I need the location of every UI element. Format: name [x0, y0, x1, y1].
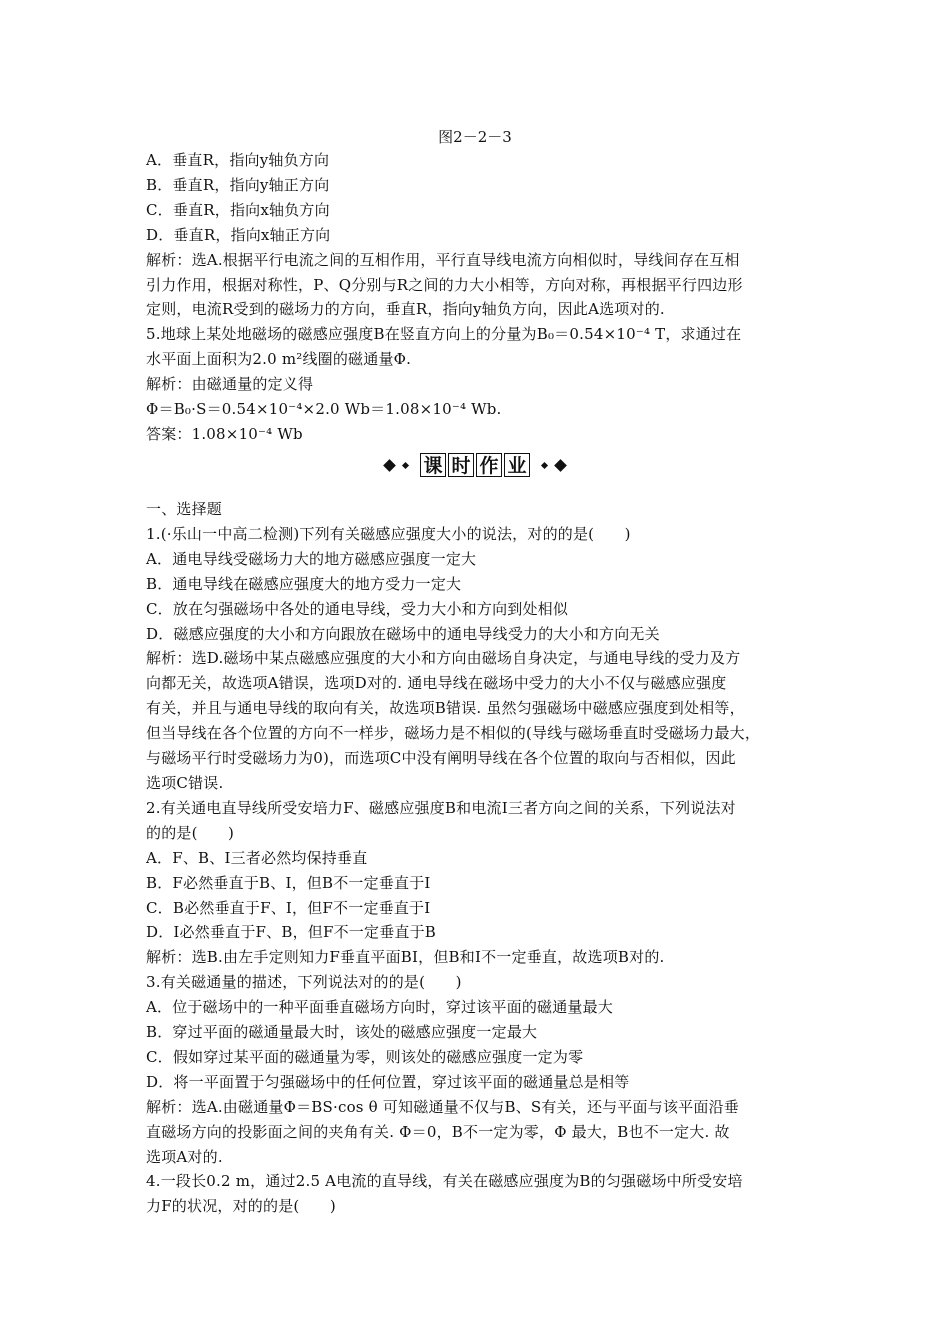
banner-char: 课	[420, 453, 446, 477]
figure-caption: 图2－2－3	[438, 128, 512, 146]
text-line: 答案：1.08×10⁻⁴ Wb	[146, 424, 303, 443]
text-line: 向都无关，故选项A错误，选项D对的. 通电导线在磁场中受力的大小不仅与磁感应强度	[146, 674, 727, 693]
banner-char: 作	[476, 453, 502, 477]
text-line: B．F必然垂直于B、I，但B不一定垂直于I	[146, 873, 431, 892]
text-line: 4.一段长0.2 m，通过2.5 A电流的直导线，有关在磁感应强度为B的匀强磁场中所受安培	[146, 1172, 743, 1191]
text-line: 解析：由磁通量的定义得	[146, 375, 314, 394]
diamond-icon	[383, 459, 396, 472]
text-line: 解析：选D.磁场中某点磁感应强度的大小和方向由磁场自身决定，与通电导线的受力及方	[146, 649, 741, 668]
text-line: D．I必然垂直于F、B，但F不一定垂直于B	[146, 923, 437, 942]
text-line: B．垂直R，指向y轴正方向	[146, 175, 330, 194]
diamond-icon	[402, 461, 409, 468]
text-line: 有关，并且与通电导线的取向有关，故选项B错误. 虽然匀强磁场中磁感应强度到处相等，	[146, 699, 745, 718]
text-line: 引力作用，根据对称性，P、Q分别与R之间的力大小相等，方向对称，再根据平行四边形	[146, 275, 743, 294]
text-line: C．假如穿过某平面的磁通量为零，则该处的磁感应强度一定为零	[146, 1047, 584, 1066]
text-line: A．F、B、I三者必然均保持垂直	[146, 848, 368, 867]
text-line: 直磁场方向的投影面之间的夹角有关. Φ＝0，B不一定为零，Φ 最大，B也不一定大. 故	[146, 1122, 730, 1141]
text-line: 的的是( )	[146, 823, 235, 842]
text-line: 定则，电流R受到的磁场力的方向，垂直R，指向y轴负方向，因此A选项对的.	[146, 300, 665, 319]
text-line: B．穿过平面的磁通量最大时，该处的磁感应强度一定最大	[146, 1023, 538, 1042]
text-line: D．磁感应强度的大小和方向跟放在磁场中的通电导线受力的大小和方向无关	[146, 624, 660, 643]
diamond-icon	[554, 459, 567, 472]
banner-title	[420, 453, 530, 477]
text-line: D．垂直R，指向x轴正方向	[146, 225, 331, 244]
text-line: C．B必然垂直于F、I，但F不一定垂直于I	[146, 898, 431, 917]
answer-section	[146, 148, 814, 447]
text-line: 解析：选A.根据平行电流之间的互相作用，平行直导线电流方向相似时，导线间存在互相	[146, 250, 740, 269]
text-line: 力F的状况，对的的是( )	[146, 1197, 336, 1216]
text-line: 3.有关磁通量的描述，下列说法对的的是( )	[146, 973, 462, 992]
text-line: 1.(·乐山一中高二检测)下列有关磁感应强度大小的说法，对的的是( )	[146, 524, 631, 543]
text-line: C．垂直R，指向x轴负方向	[146, 200, 330, 219]
text-line: A．位于磁场中的一种平面垂直磁场方向时，穿过该平面的磁通量最大	[146, 998, 614, 1017]
diamond-icon	[541, 461, 548, 468]
text-line: 一、选择题	[146, 500, 223, 518]
text-line: Φ＝B₀·S＝0.54×10⁻⁴×2.0 Wb＝1.08×10⁻⁴ Wb.	[146, 400, 502, 419]
banner-char: 业	[504, 453, 530, 477]
text-line: 解析：选A.由磁通量Φ＝BS·cos θ 可知磁通量不仅与B、S有关，还与平面与该平面沿垂	[146, 1097, 739, 1116]
text-line: B．通电导线在磁感应强度大的地方受力一定大	[146, 574, 462, 593]
text-line: 选项C错误.	[146, 773, 224, 792]
text-line: 与磁场平行时受磁场力为0)，而选项C中没有阐明导线在各个位置的取向与否相似，因此	[146, 749, 736, 768]
text-line: 解析：选B.由左手定则知力F垂直平面BI，但B和I不一定垂直，故选项B对的.	[146, 948, 665, 967]
text-line: 水平面上面积为2.0 m²线圈的磁通量Φ.	[146, 350, 412, 369]
text-line: C．放在匀强磁场中各处的通电导线，受力大小和方向到处相似	[146, 599, 569, 618]
text-line: A．通电导线受磁场力大的地方磁感应强度一定大	[146, 549, 477, 568]
exercise-section	[146, 497, 814, 1219]
text-line: D．将一平面置于匀强磁场中的任何位置，穿过该平面的磁通量总是相等	[146, 1072, 630, 1091]
text-line: 选项A对的.	[146, 1147, 223, 1166]
banner-char: 时	[448, 453, 474, 477]
text-line: A．垂直R，指向y轴负方向	[146, 151, 330, 169]
text-line: 但当导线在各个位置的方向不一样步，磁场力是不相似的(导线与磁场垂直时受磁场力最大，	[146, 724, 761, 743]
homework-banner	[0, 452, 950, 478]
text-line: 5.地球上某处地磁场的磁感应强度B在竖直方向上的分量为B₀＝0.54×10⁻⁴ T，求通过在	[146, 325, 742, 344]
text-line: 2.有关通电直导线所受安培力F、磁感应强度B和电流I三者方向之间的关系，下列说法对	[146, 798, 736, 817]
